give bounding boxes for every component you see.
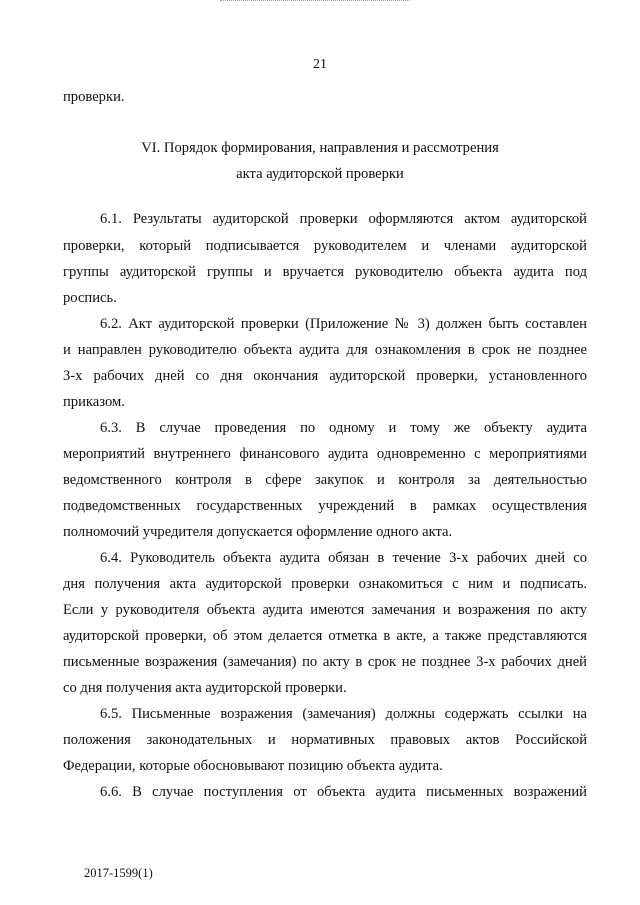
paragraph-6-2-line: приказом. (63, 394, 125, 410)
paragraph-6-3-line: ведомственного контроля в сфере закупок и контроля за деятельностью (63, 472, 587, 488)
paragraph-6-6-line: 6.6. В случае поступления от объекта аудита письменных возражений (100, 784, 587, 800)
paragraph-6-1-line: 6.1. Результаты аудиторской проверки оформляются актом аудиторской (100, 211, 587, 227)
section-title-line-2: акта аудиторской проверки (236, 166, 404, 182)
section-title-line-1: VI. Порядок формирования, направления и рассмотрения (141, 140, 499, 156)
paragraph-6-4-line: 6.4. Руководитель объекта аудита обязан в течение 3-х рабочих дней со (100, 550, 587, 566)
paragraph-6-5-line: Федерации, которые обосновывают позицию объекта аудита. (63, 758, 443, 774)
paragraph-6-3-line: подведомственных государственных учреждений в рамках осуществления (63, 498, 587, 514)
paragraph-6-5-line: 6.5. Письменные возражения (замечания) должны содержать ссылки на (100, 706, 587, 722)
paragraph-6-4-line: письменные возражения (замечания) по акту в срок не позднее 3-х рабочих дней (63, 654, 587, 670)
paragraph-6-2-line: 3-х рабочих дней со дня окончания аудиторской проверки, установленного (63, 368, 587, 384)
page-number: 21 (313, 57, 327, 72)
paragraph-6-5-line: положения законодательных и нормативных правовых актов Российской (63, 732, 587, 748)
paragraph-6-3-line: 6.3. В случае проведения по одному и тому же объекту аудита (100, 420, 587, 436)
paragraph-6-2-line: 6.2. Акт аудиторской проверки (Приложение № 3) должен быть составлен (100, 316, 587, 332)
paragraph-6-1-line: группы аудиторской группы и вручается руководителю объекта аудита под (63, 264, 587, 280)
scan-top-edge (220, 0, 410, 3)
paragraph-6-3-line: полномочий учредителя допускается оформление одного акта. (63, 524, 453, 540)
paragraph-6-4-line: дня получения акта аудиторской проверки ознакомиться с ним и подписать. (63, 576, 587, 592)
paragraph-6-1-line: роспись. (63, 290, 117, 306)
footer-document-code: 2017-1599(1) (84, 866, 153, 880)
paragraph-6-4-line: со дня получения акта аудиторской проверки. (63, 680, 347, 696)
paragraph-6-4-line: аудиторской проверки, об этом делается отметка в акте, а также представляются (63, 628, 587, 644)
paragraph-6-2-line: и направлен руководителю объекта аудита для ознакомления в срок не позднее (63, 342, 587, 358)
paragraph-6-4-line: Если у руководителя объекта аудита имеются замечания и возражения по акту (63, 602, 587, 618)
continuation-text: проверки. (63, 89, 125, 105)
paragraph-6-3-line: мероприятий внутреннего финансового аудита одновременно с мероприятиями (63, 446, 587, 462)
paragraph-6-1-line: проверки, который подписывается руководителем и членами аудиторской (63, 238, 587, 254)
